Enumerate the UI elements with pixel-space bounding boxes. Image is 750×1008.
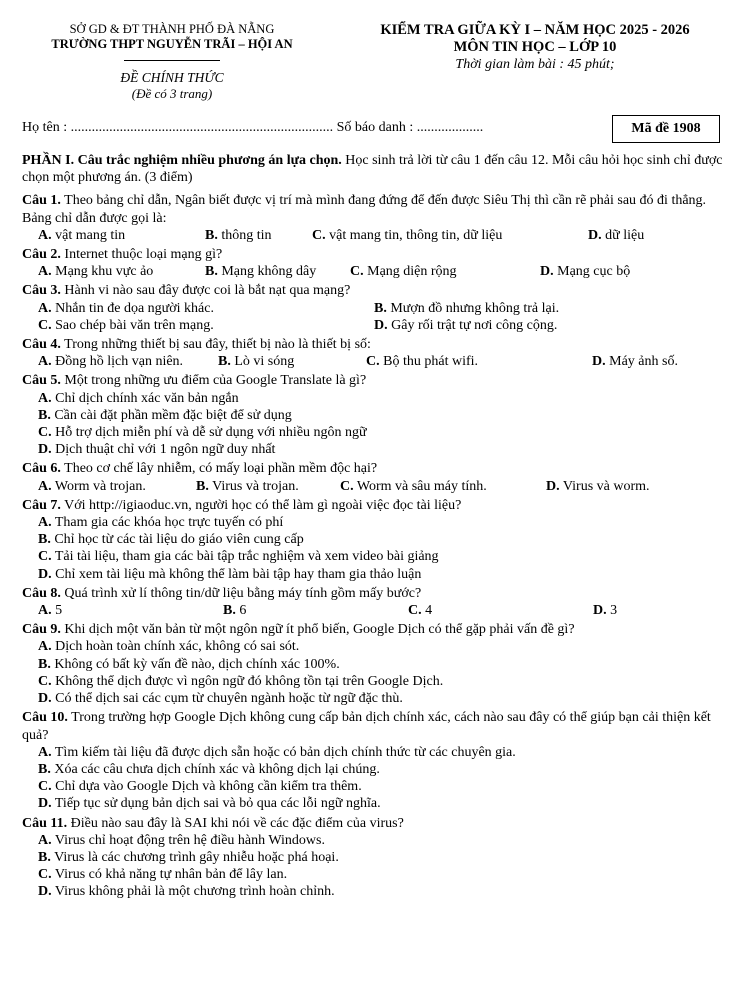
option-letter: C. [366, 354, 380, 370]
question-number: Câu 1. [22, 193, 61, 209]
option-b [22, 761, 730, 778]
options-row [22, 353, 730, 370]
option-letter: B. [205, 227, 218, 243]
option-c [22, 424, 730, 441]
option-b [205, 227, 312, 244]
option-b [218, 353, 366, 370]
option-text: Hỗ trợ dịch miễn phí và dễ sử dụng với nhiều ngôn ngữ [51, 425, 367, 441]
question [22, 282, 730, 334]
question-text: Theo bảng chỉ dẫn, Ngân biết được vị trí mà mình đang đứng để đến được Siêu Thị thì cần rẽ phải sau đó đi thẳng. Bảng chỉ dẫn được gọi là: [22, 193, 707, 226]
question-text: Trong những thiết bị sau đây, thiết bị nào là thiết bị số: [60, 337, 371, 353]
question-number: Câu 2. [22, 247, 61, 263]
option-text: Virus và worm. [559, 478, 650, 494]
option-text: Gây rối trật tự nơi công cộng. [387, 317, 558, 333]
option-d [546, 478, 650, 495]
school-header [22, 22, 322, 102]
exam-time: Thời gian làm bài : 45 phút; [455, 57, 615, 72]
option-letter: C. [38, 425, 52, 441]
student-name-field: Họ tên : ........................................................................... [22, 120, 334, 135]
option-a [22, 638, 730, 655]
question [22, 246, 730, 280]
option-d [22, 883, 730, 900]
option-letter: D. [38, 442, 52, 458]
part-one-heading [22, 152, 730, 186]
options-row [22, 478, 730, 495]
option-letter: B. [374, 300, 387, 316]
option-text: Tiếp tục sử dụng bản dịch sai và bỏ qua các lỗi ngữ nghĩa. [51, 796, 381, 812]
option-text: 5 [51, 603, 63, 619]
option-text: Chỉ xem tài liệu mà không thể làm bài tập hay tham gia thảo luận [51, 566, 422, 582]
option-text: Mạng khu vực ảo [51, 264, 154, 280]
option-letter: D. [38, 884, 52, 900]
option-letter: A. [38, 515, 52, 531]
option-c [38, 317, 374, 334]
option-text: Dịch hoàn toàn chính xác, không có sai sót. [51, 639, 300, 655]
question [22, 192, 730, 244]
option-text: Chỉ dựa vào Google Dịch và không cần kiểm tra thêm. [51, 779, 362, 795]
question-number: Câu 10. [22, 710, 68, 726]
option-text: Tải tài liệu, tham gia các bài tập trắc nghiệm và xem video bài giảng [51, 549, 439, 565]
option-text: Dịch thuật chỉ với 1 ngôn ngữ duy nhất [51, 442, 276, 458]
question-text: Điều nào sau đây là SAI khi nói về các đặc điểm của virus? [67, 815, 404, 831]
option-d [22, 441, 730, 458]
option-text: Sao chép bài văn trên mạng. [51, 317, 214, 333]
option-c [312, 227, 588, 244]
question-text: Khi dịch một văn bản từ một ngôn ngữ ít phổ biến, Google Dịch có thể gặp phải vấn đề gì? [60, 622, 575, 638]
option-a [38, 263, 205, 280]
option-letter: A. [38, 478, 52, 494]
options-row [22, 317, 730, 334]
option-text: dữ liệu [601, 227, 645, 243]
option-d [588, 227, 644, 244]
options-row [22, 602, 730, 619]
option-a [38, 478, 196, 495]
option-a [22, 390, 730, 407]
option-letter: C. [38, 317, 52, 333]
option-text: Mạng diện rộng [363, 264, 457, 280]
option-letter: C. [38, 779, 52, 795]
option-text: Tham gia các khóa học trực tuyến có phí [51, 515, 284, 531]
question [22, 815, 730, 901]
option-a [38, 353, 218, 370]
option-d [22, 690, 730, 707]
option-letter: A. [38, 300, 52, 316]
option-text: Virus và trojan. [208, 478, 299, 494]
option-b [22, 849, 730, 866]
question [22, 585, 730, 619]
header-divider [124, 60, 220, 61]
question-number: Câu 6. [22, 461, 61, 477]
part-one-title: PHẦN I. Câu trắc nghiệm nhiều phương án lựa chọn. [22, 153, 342, 168]
option-letter: A. [38, 264, 52, 280]
option-text: vật mang tin, thông tin, dữ liệu [325, 227, 503, 243]
option-c [22, 548, 730, 565]
question-number: Câu 4. [22, 337, 61, 353]
option-letter: A. [38, 354, 52, 370]
question-number: Câu 7. [22, 497, 61, 513]
option-b [223, 602, 408, 619]
option-text: Không thể dịch được vì ngôn ngữ đó không tồn tại trên Google Dịch. [51, 673, 444, 689]
options-row [22, 227, 730, 244]
option-a [38, 300, 374, 317]
question-number: Câu 9. [22, 622, 61, 638]
option-text: Virus không phải là một chương trình hoàn chỉnh. [51, 884, 335, 900]
question [22, 460, 730, 494]
option-a [38, 602, 223, 619]
option-letter: B. [38, 761, 51, 777]
option-d [374, 317, 557, 334]
option-text: thông tin [217, 227, 272, 243]
exam-subject: MÔN TIN HỌC – LỚP 10 [453, 39, 617, 55]
question [22, 336, 730, 370]
question-text: Theo cơ chế lây nhiễm, có mấy loại phần mềm độc hại? [60, 461, 378, 477]
option-d [593, 602, 617, 619]
question [22, 372, 730, 458]
option-letter: A. [38, 832, 52, 848]
option-c [350, 263, 540, 280]
option-letter: C. [340, 478, 354, 494]
option-text: Chỉ dịch chính xác văn bản ngắn [51, 390, 239, 406]
exam-title: KIỂM TRA GIỮA KỲ I – NĂM HỌC 2025 - 2026 [380, 22, 690, 38]
option-letter: D. [38, 796, 52, 812]
option-text: Có thể dịch sai các cụm từ chuyên ngành hoặc từ ngữ đặc thù. [51, 691, 403, 707]
question-text: Trong trường hợp Google Dịch không cung cấp bản dịch chính xác, cách nào sau đây có thể giúp bạn cải thiện kết quả? [22, 710, 711, 743]
option-b [22, 656, 730, 673]
option-letter: A. [38, 639, 52, 655]
exam-content [22, 152, 730, 901]
option-b [22, 407, 730, 424]
option-text: Bộ thu phát wifi. [379, 354, 479, 370]
exam-code-box: Mã đề 1908 [612, 115, 720, 143]
option-letter: B. [205, 264, 218, 280]
option-letter: A. [38, 603, 52, 619]
option-letter: B. [38, 407, 51, 423]
question-text: Internet thuộc loại mạng gì? [60, 247, 223, 263]
question-number: Câu 11. [22, 815, 68, 831]
option-text: 3 [606, 603, 618, 619]
option-letter: D. [546, 478, 560, 494]
option-c [366, 353, 592, 370]
option-letter: C. [350, 264, 364, 280]
option-c [22, 673, 730, 690]
option-c [22, 866, 730, 883]
page-count-note: (Đề có 3 trang) [131, 86, 213, 101]
option-letter: D. [38, 566, 52, 582]
question-number: Câu 5. [22, 373, 61, 389]
option-c [22, 778, 730, 795]
option-text: Cần cài đặt phần mềm đặc biệt để sử dụng [50, 407, 292, 423]
option-letter: B. [38, 532, 51, 548]
school-name: TRƯỜNG THPT NGUYỄN TRÃI – HỘI AN [51, 37, 293, 51]
part-one-instructions: Học sinh trả lời từ câu 1 đến câu 12. Mỗi câu hỏi học sinh chỉ được chọn một phương án. (3 điểm) [22, 153, 723, 186]
option-text: 4 [421, 603, 433, 619]
option-text: Nhắn tin đe dọa người khác. [51, 300, 214, 316]
question-text: Một trong những ưu điểm của Google Translate là gì? [60, 373, 367, 389]
option-letter: C. [312, 227, 326, 243]
option-d [22, 795, 730, 812]
option-text: Xóa các câu chưa dịch chính xác và không dịch lại chúng. [50, 761, 380, 777]
option-text: Tìm kiếm tài liệu đã được dịch sẵn hoặc có bản dịch chính thức từ các chuyên gia. [51, 744, 516, 760]
question [22, 709, 730, 812]
question [22, 497, 730, 583]
option-a [22, 744, 730, 761]
option-text: Virus là các chương trình gây nhiễu hoặc phá hoại. [50, 849, 339, 865]
student-number-field: Số báo danh : ................... [336, 120, 484, 135]
question-text: Hành vi nào sau đây được coi là bắt nạt qua mạng? [60, 283, 351, 299]
option-text: Chỉ học từ các tài liệu do giáo viên cung cấp [50, 532, 304, 548]
option-text: Mượn đồ nhưng không trả lại. [386, 300, 560, 316]
option-letter: C. [408, 603, 422, 619]
option-letter: B. [223, 603, 236, 619]
options-row [22, 263, 730, 280]
option-b [22, 531, 730, 548]
option-text: Không có bất kỳ vấn đề nào, dịch chính xác 100%. [50, 656, 340, 672]
option-b [196, 478, 340, 495]
option-letter: B. [38, 656, 51, 672]
department-name: SỞ GD & ĐT THÀNH PHỐ ĐÀ NẴNG [69, 22, 275, 36]
option-text: Virus chỉ hoạt động trên hệ điều hành Windows. [51, 832, 325, 848]
option-letter: D. [593, 603, 607, 619]
option-d [22, 566, 730, 583]
option-letter: D. [38, 691, 52, 707]
option-letter: B. [196, 478, 209, 494]
option-letter: D. [588, 227, 602, 243]
option-letter: D. [540, 264, 554, 280]
option-letter: D. [374, 317, 388, 333]
question-text: Quá trình xử lí thông tin/dữ liệu bằng máy tính gồm mấy bước? [60, 585, 422, 601]
option-text: Mạng cục bộ [553, 264, 631, 280]
options-row [22, 300, 730, 317]
question [22, 621, 730, 707]
option-text: Lò vi sóng [230, 354, 295, 370]
option-text: Máy ảnh số. [605, 354, 678, 370]
option-a [22, 514, 730, 531]
option-text: Worm và trojan. [51, 478, 146, 494]
option-letter: C. [38, 673, 52, 689]
option-b [374, 300, 559, 317]
option-d [592, 353, 678, 370]
option-b [205, 263, 350, 280]
question-number: Câu 8. [22, 585, 61, 601]
option-letter: B. [38, 849, 51, 865]
option-text: Worm và sâu máy tính. [353, 478, 487, 494]
option-text: Đồng hồ lịch vạn niên. [51, 354, 184, 370]
student-info-line [22, 120, 483, 136]
option-letter: A. [38, 390, 52, 406]
option-letter: D. [592, 354, 606, 370]
option-c [340, 478, 546, 495]
option-d [540, 263, 630, 280]
option-letter: A. [38, 227, 52, 243]
question-number: Câu 3. [22, 283, 61, 299]
exam-header [340, 22, 730, 74]
option-a [38, 227, 205, 244]
option-letter: C. [38, 549, 52, 565]
option-text: vật mang tin [51, 227, 126, 243]
option-letter: A. [38, 744, 52, 760]
official-label: ĐỀ CHÍNH THỨC [120, 70, 224, 85]
option-letter: B. [218, 354, 231, 370]
option-text: Virus có khả năng tự nhân bản để lây lan. [51, 867, 288, 883]
option-letter: C. [38, 867, 52, 883]
option-c [408, 602, 593, 619]
option-text: Mạng không dây [217, 264, 317, 280]
option-a [22, 832, 730, 849]
question-text: Với http://igiaoduc.vn, người học có thể làm gì ngoài việc đọc tài liệu? [60, 497, 462, 513]
option-text: 6 [235, 603, 247, 619]
